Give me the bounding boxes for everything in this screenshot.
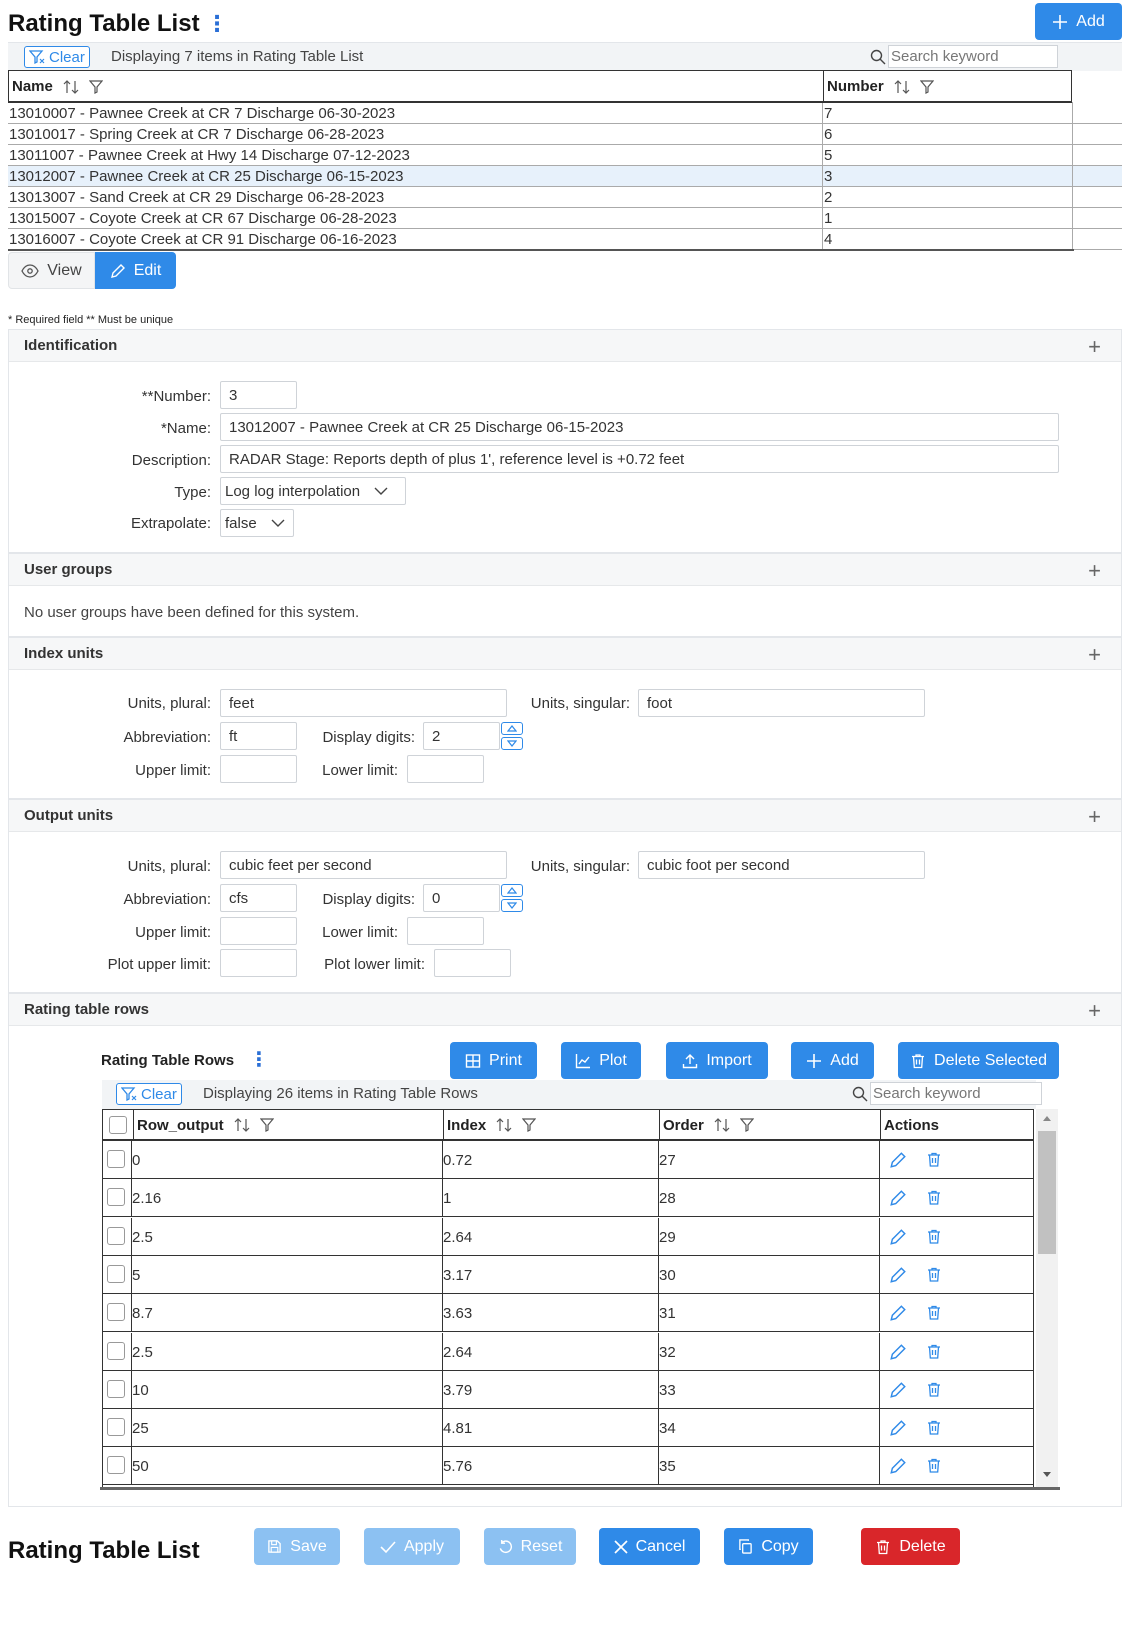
output-units-title: Output units	[24, 807, 114, 824]
cell-index: 3.79	[443, 1382, 473, 1399]
plot-label: Plot	[599, 1051, 627, 1069]
plot-upper-label: Plot upper limit:	[107, 956, 211, 973]
list-row-name: 13016007 - Coyote Creek at CR 91 Discharge 06-16-2023	[9, 231, 397, 248]
list-grid-header	[8, 70, 1072, 103]
list-toolbar	[8, 42, 1122, 71]
edit-icon[interactable]	[889, 1228, 907, 1246]
chevron-down-icon	[271, 518, 285, 528]
list-row[interactable]	[8, 208, 1122, 229]
row-checkbox[interactable]	[107, 1227, 125, 1245]
list-row-name: 13010007 - Pawnee Creek at CR 7 Discharge 06-30-2023	[9, 105, 396, 122]
add-button[interactable]	[1035, 3, 1122, 40]
rows-search[interactable]	[850, 1082, 1042, 1105]
output-lower-label: Lower limit:	[322, 924, 398, 941]
output-upper-label: Upper limit:	[135, 924, 211, 941]
save-icon	[267, 1539, 282, 1554]
cell-index: 3.17	[443, 1267, 473, 1284]
user-groups-header[interactable]	[9, 554, 1121, 586]
print-button[interactable]	[450, 1042, 537, 1079]
type-select[interactable]	[220, 477, 406, 505]
list-row-number: 1	[824, 210, 833, 227]
rows-status: Displaying 26 items in Rating Table Rows	[203, 1085, 478, 1102]
edit-icon[interactable]	[889, 1151, 907, 1169]
footer-title: Rating Table List	[8, 1537, 200, 1564]
index-lower-field[interactable]	[407, 755, 484, 783]
table-row[interactable]	[102, 1371, 1034, 1409]
trash-icon	[910, 1053, 926, 1069]
list-row-name: 13013007 - Sand Creek at CR 29 Discharge 06-28-2023	[9, 189, 385, 206]
delete-icon[interactable]	[926, 1266, 942, 1283]
cell-order: 34	[659, 1420, 676, 1437]
edit-icon[interactable]	[889, 1343, 907, 1361]
list-row[interactable]	[8, 103, 1122, 124]
add-row-button[interactable]	[791, 1042, 874, 1079]
output-digits-field[interactable]: 0	[423, 884, 500, 912]
table-row[interactable]	[102, 1218, 1034, 1256]
column-order[interactable]	[660, 1110, 754, 1140]
clear-filter-button[interactable]	[24, 46, 90, 68]
page-title: Rating Table List	[8, 10, 200, 37]
number-field[interactable]: 3	[220, 381, 297, 409]
cell-order: 29	[659, 1229, 676, 1246]
filter-icon[interactable]	[260, 1117, 274, 1133]
row-checkbox[interactable]	[107, 1456, 125, 1474]
type-value: Log log interpolation	[225, 482, 361, 500]
row-checkbox[interactable]	[107, 1150, 125, 1168]
output-units-header[interactable]	[9, 800, 1121, 832]
user-groups-message: No user groups have been defined for this system.	[24, 604, 360, 621]
delete-icon[interactable]	[926, 1228, 942, 1245]
search-input[interactable]: Search keyword	[888, 45, 1058, 68]
plus-icon	[1052, 14, 1068, 30]
sort-icon[interactable]	[234, 1117, 250, 1133]
column-number-label: Number	[827, 78, 884, 95]
copy-label: Copy	[761, 1537, 799, 1555]
row-checkbox[interactable]	[107, 1418, 125, 1436]
list-row-name: 13010017 - Spring Creek at CR 7 Discharge 06-28-2023	[9, 126, 385, 143]
table-row[interactable]	[102, 1141, 1034, 1179]
expand-plus-icon[interactable]: +	[1088, 804, 1101, 829]
row-checkbox[interactable]	[107, 1265, 125, 1283]
name-field[interactable]: 13012007 - Pawnee Creek at CR 25 Discharge 06-15-2023	[220, 413, 1059, 441]
list-row-number: 4	[824, 231, 833, 248]
extrapolate-select[interactable]	[220, 509, 294, 537]
output-plural-label: Units, plural:	[127, 858, 211, 875]
row-checkbox[interactable]	[107, 1342, 125, 1360]
cell-order: 27	[659, 1152, 676, 1169]
filter-clear-icon	[121, 1086, 137, 1102]
user-groups-title: User groups	[24, 561, 113, 578]
row-checkbox[interactable]	[107, 1380, 125, 1398]
list-status: Displaying 7 items in Rating Table List	[111, 48, 364, 65]
expand-plus-icon[interactable]: +	[1088, 642, 1101, 667]
pencil-icon	[110, 263, 126, 279]
check-icon	[380, 1540, 396, 1554]
delete-selected-label: Delete Selected	[934, 1051, 1047, 1069]
column-order-label: Order	[663, 1116, 704, 1134]
copy-icon	[738, 1539, 753, 1554]
sort-icon[interactable]	[714, 1117, 730, 1133]
column-row-output-label: Row_output	[137, 1116, 224, 1134]
step-down-icon[interactable]	[501, 737, 523, 750]
list-row[interactable]	[8, 166, 1122, 187]
column-row-output[interactable]	[134, 1110, 274, 1140]
rows-grid-header	[102, 1109, 1034, 1141]
table-row[interactable]	[102, 1409, 1034, 1447]
description-field[interactable]: RADAR Stage: Reports depth of plus 1', reference level is +0.72 feet	[220, 445, 1059, 473]
list-search[interactable]	[868, 45, 1058, 68]
row-checkbox[interactable]	[107, 1188, 125, 1206]
chevron-down-icon	[374, 486, 388, 496]
filter-clear-icon	[29, 49, 45, 65]
delete-icon[interactable]	[926, 1381, 942, 1398]
filter-icon[interactable]	[920, 79, 934, 95]
select-all-checkbox[interactable]	[109, 1116, 127, 1134]
cell-index: 3.63	[443, 1305, 473, 1322]
clear-filter-button[interactable]	[116, 1083, 182, 1105]
chart-line-icon	[575, 1053, 591, 1069]
extrapolate-label: Extrapolate:	[130, 515, 211, 532]
cell-index: 4.81	[443, 1420, 473, 1437]
delete-icon[interactable]	[926, 1343, 942, 1360]
sort-icon[interactable]	[894, 79, 910, 95]
copy-button[interactable]	[724, 1528, 813, 1565]
cancel-label: Cancel	[635, 1537, 686, 1555]
rating-rows-subtitle: Rating Table Rows	[101, 1052, 235, 1069]
scroll-up-icon[interactable]	[1042, 1115, 1052, 1122]
index-abbr-label: Abbreviation:	[123, 729, 211, 746]
cell-row-output: 2.5	[132, 1229, 153, 1246]
filter-icon[interactable]	[89, 79, 103, 95]
expand-plus-icon[interactable]: +	[1088, 998, 1101, 1023]
cell-row-output: 25	[132, 1420, 149, 1437]
filter-icon[interactable]	[740, 1117, 754, 1133]
expand-plus-icon[interactable]: +	[1088, 558, 1101, 583]
list-row-number: 3	[824, 168, 833, 185]
plot-lower-label: Plot lower limit:	[324, 956, 425, 973]
number-label: **Number:	[141, 388, 211, 405]
index-units-header[interactable]	[9, 638, 1121, 670]
import-button[interactable]	[666, 1042, 768, 1079]
type-label: Type:	[174, 484, 211, 501]
rows-toolbar	[102, 1080, 1036, 1109]
cell-index: 5.76	[443, 1458, 473, 1475]
scroll-down-icon[interactable]	[1042, 1471, 1052, 1478]
trash-icon	[875, 1539, 891, 1555]
delete-icon[interactable]	[926, 1457, 942, 1474]
search-input[interactable]: Search keyword	[870, 1082, 1042, 1105]
cell-row-output: 2.16	[132, 1190, 162, 1207]
cell-order: 30	[659, 1267, 676, 1284]
delete-label: Delete	[899, 1537, 946, 1555]
close-icon	[614, 1540, 628, 1554]
apply-label: Apply	[403, 1537, 445, 1555]
list-row-number: 2	[824, 189, 833, 206]
apply-button[interactable]	[364, 1528, 460, 1565]
column-index-label: Index	[447, 1116, 487, 1134]
cell-order: 32	[659, 1344, 676, 1361]
table-row[interactable]	[102, 1179, 1034, 1217]
identification-title: Identification	[24, 337, 118, 354]
delete-icon[interactable]	[926, 1419, 942, 1436]
list-row-name: 13012007 - Pawnee Creek at CR 25 Discharge 06-15-2023	[9, 168, 404, 185]
row-checkbox[interactable]	[107, 1303, 125, 1321]
output-abbr-field[interactable]: cfs	[220, 884, 297, 912]
column-index[interactable]	[444, 1110, 536, 1140]
edit-icon[interactable]	[889, 1304, 907, 1322]
user-groups-panel	[8, 553, 1122, 637]
more-options-icon[interactable]: ⋮	[249, 1049, 269, 1071]
cell-row-output: 8.7	[132, 1305, 153, 1322]
delete-icon[interactable]	[926, 1189, 942, 1206]
index-units-title: Index units	[24, 645, 104, 662]
sort-icon[interactable]	[63, 79, 79, 95]
output-plural-field[interactable]: cubic feet per second	[220, 851, 507, 879]
index-plural-label: Units, plural:	[127, 695, 211, 712]
column-name[interactable]	[9, 71, 103, 102]
edit-icon[interactable]	[889, 1381, 907, 1399]
cancel-button[interactable]	[599, 1528, 700, 1565]
list-row[interactable]	[8, 229, 1122, 250]
cell-row-output: 10	[132, 1382, 149, 1399]
delete-icon[interactable]	[926, 1304, 942, 1321]
table-row[interactable]	[102, 1333, 1034, 1371]
identification-header[interactable]	[9, 330, 1121, 362]
rating-rows-header[interactable]	[9, 994, 1121, 1026]
index-digits-label: Display digits:	[322, 729, 415, 746]
upload-icon	[682, 1053, 698, 1069]
cell-index: 2.64	[443, 1344, 473, 1361]
list-row[interactable]	[8, 187, 1122, 208]
import-label: Import	[706, 1051, 752, 1069]
delete-button[interactable]	[861, 1528, 960, 1565]
required-note: * Required field ** Must be unique	[8, 314, 174, 326]
cell-row-output: 50	[132, 1458, 149, 1475]
cell-order: 33	[659, 1382, 676, 1399]
search-icon	[852, 1086, 868, 1102]
index-singular-field[interactable]: foot	[638, 689, 925, 717]
view-tab[interactable]	[8, 252, 95, 289]
filter-icon[interactable]	[522, 1117, 536, 1133]
view-tab-label: View	[47, 261, 82, 279]
reset-label: Reset	[520, 1537, 563, 1555]
output-digits-stepper[interactable]	[501, 884, 523, 912]
output-abbr-label: Abbreviation:	[123, 891, 211, 908]
clear-label: Clear	[49, 48, 85, 66]
plot-lower-field[interactable]	[434, 949, 511, 977]
eye-icon	[21, 264, 39, 278]
cell-row-output: 2.5	[132, 1344, 153, 1361]
plot-button[interactable]	[561, 1042, 641, 1079]
index-digits-stepper[interactable]	[501, 722, 523, 750]
step-down-icon[interactable]	[501, 899, 523, 912]
print-label: Print	[489, 1051, 522, 1069]
table-row[interactable]	[102, 1294, 1034, 1332]
plus-icon	[806, 1053, 822, 1069]
column-name-label: Name	[12, 78, 53, 95]
index-upper-label: Upper limit:	[135, 762, 211, 779]
list-row-number: 5	[824, 147, 833, 164]
cell-row-output: 5	[132, 1267, 141, 1284]
table-icon	[465, 1053, 481, 1069]
name-label: *Name:	[160, 420, 211, 437]
undo-icon	[498, 1539, 513, 1554]
table-row[interactable]	[102, 1256, 1034, 1294]
cell-order: 31	[659, 1305, 676, 1322]
search-icon	[870, 49, 886, 65]
edit-icon[interactable]	[889, 1419, 907, 1437]
save-button[interactable]	[254, 1528, 340, 1565]
table-row[interactable]	[102, 1447, 1034, 1485]
scrollbar-thumb[interactable]	[1038, 1131, 1056, 1254]
list-row-name: 13015007 - Coyote Creek at CR 67 Discharge 06-28-2023	[9, 210, 397, 227]
cell-index: 0.72	[443, 1152, 473, 1169]
rating-rows-title: Rating table rows	[24, 1001, 150, 1018]
cell-order: 28	[659, 1190, 676, 1207]
step-up-icon[interactable]	[501, 722, 523, 735]
list-row-number: 7	[824, 105, 833, 122]
edit-icon[interactable]	[889, 1266, 907, 1284]
column-actions	[881, 1110, 939, 1140]
cell-order: 35	[659, 1458, 676, 1475]
expand-plus-icon[interactable]: +	[1088, 334, 1101, 359]
add-button-label: Add	[1076, 12, 1105, 30]
rows-scrollbar[interactable]	[1036, 1109, 1058, 1487]
output-singular-field[interactable]: cubic foot per second	[638, 851, 925, 879]
save-label: Save	[290, 1537, 327, 1555]
index-plural-field[interactable]: feet	[220, 689, 507, 717]
description-label: Description:	[131, 452, 211, 469]
step-up-icon[interactable]	[501, 884, 523, 897]
output-digits-label: Display digits:	[322, 891, 415, 908]
output-upper-field[interactable]	[220, 917, 297, 945]
delete-icon[interactable]	[926, 1151, 942, 1168]
index-upper-field[interactable]	[220, 755, 297, 783]
output-lower-field[interactable]	[407, 917, 484, 945]
edit-tab-label: Edit	[133, 261, 162, 279]
reset-button[interactable]	[484, 1528, 576, 1565]
cell-index: 1	[443, 1190, 452, 1207]
edit-icon[interactable]	[889, 1457, 907, 1475]
index-singular-label: Units, singular:	[530, 695, 630, 712]
more-options-icon[interactable]: ⋮	[206, 11, 228, 36]
cell-index: 2.64	[443, 1229, 473, 1246]
list-row[interactable]	[8, 145, 1122, 166]
edit-icon[interactable]	[889, 1189, 907, 1207]
edit-tab[interactable]	[95, 252, 176, 289]
plot-upper-field[interactable]	[220, 949, 297, 977]
index-digits-field[interactable]: 2	[423, 722, 500, 750]
list-row-number: 6	[824, 126, 833, 143]
clear-label: Clear	[141, 1085, 177, 1103]
index-abbr-field[interactable]: ft	[220, 722, 297, 750]
column-number[interactable]	[824, 71, 934, 102]
list-row[interactable]	[8, 124, 1122, 145]
column-actions-label: Actions	[884, 1116, 940, 1134]
index-lower-label: Lower limit:	[322, 762, 398, 779]
list-row-name: 13011007 - Pawnee Creek at Hwy 14 Discharge 07-12-2023	[9, 147, 410, 164]
sort-icon[interactable]	[496, 1117, 512, 1133]
extrapolate-value: false	[225, 514, 257, 532]
cell-row-output: 0	[132, 1152, 141, 1169]
delete-selected-button[interactable]	[898, 1042, 1059, 1079]
output-singular-label: Units, singular:	[530, 858, 630, 875]
add-row-label: Add	[830, 1051, 859, 1069]
